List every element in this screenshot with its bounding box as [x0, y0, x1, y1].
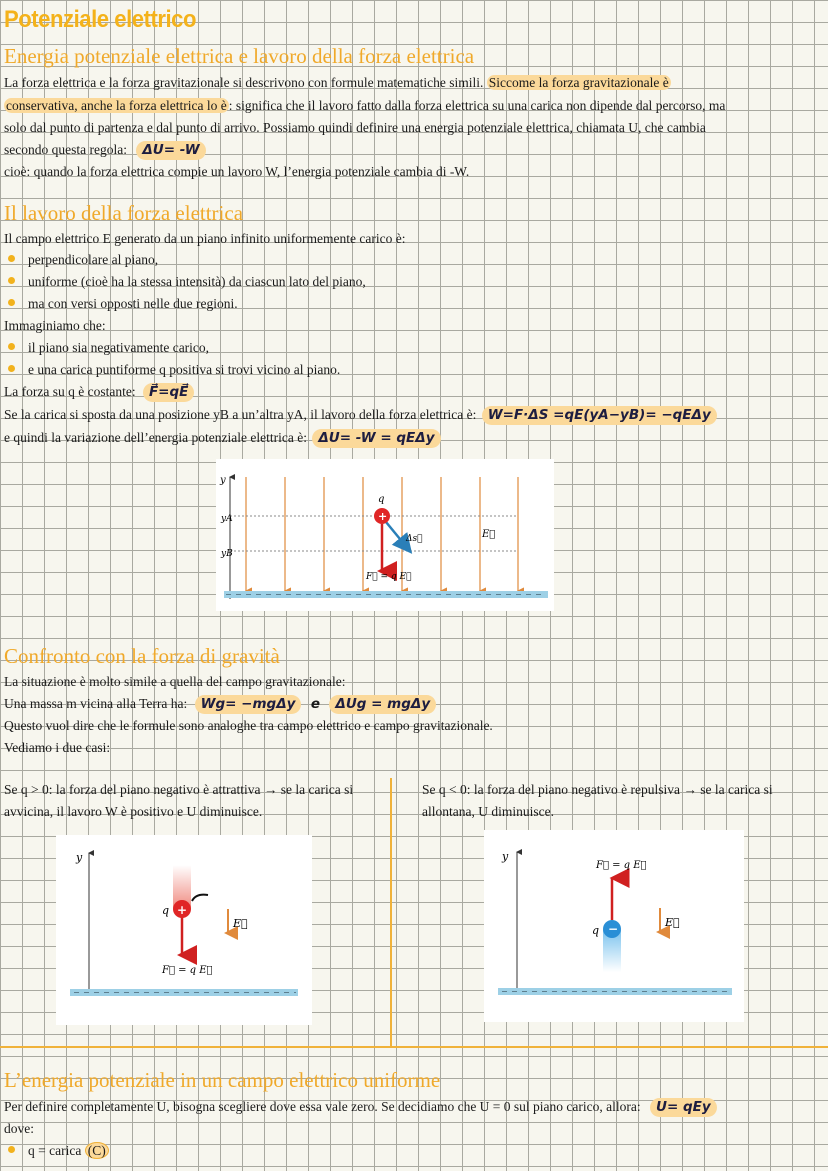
figure-charged-plane	[216, 459, 554, 611]
paragraph-line: cioè: quando la forza elettrica compie un lavoro W, l’energia potenziale cambia di -W.	[4, 164, 470, 179]
section-divider	[0, 1046, 828, 1048]
figure-svg	[216, 459, 554, 611]
paragraph-line: La situazione è molto simile a quella del campo gravitazionale:	[4, 674, 346, 689]
list-item: il piano sia negativamente carico,	[28, 340, 210, 355]
charge-label: q	[378, 494, 385, 505]
list-item: perpendicolare al piano,	[28, 252, 159, 267]
figure-svg	[484, 830, 744, 1022]
plus-icon: +	[378, 510, 388, 523]
pen-mark	[192, 895, 208, 901]
bullet-icon	[8, 299, 15, 306]
list-item: uniforme (cioè ha la stessa intensità) da ciascun lato del piano,	[28, 274, 366, 289]
paragraph-line: Vediamo i due casi:	[4, 740, 111, 755]
paragraph-line	[4, 95, 725, 116]
formula-gravity-work: Wg= −mgΔy	[195, 695, 302, 714]
text: q = carica	[28, 1143, 85, 1158]
paragraph-line	[4, 72, 671, 93]
unit-badge: (C)	[85, 1142, 109, 1159]
text: e quindi la variazione dell’energia potenziale elettrica è:	[4, 430, 307, 445]
text: Per definire completamente U, bisogna scegliere dove essa vale zero. Se decidiamo che U = 0 sul piano carico, allora:	[4, 1099, 641, 1114]
formula-u: U= qEy	[650, 1098, 717, 1117]
list-item: e una carica puntiforme q positiva si trovi vicino al piano.	[28, 362, 341, 377]
displacement-label: Δs⃗	[406, 534, 423, 544]
formula-gravity-energy: ΔUg = mgΔy	[329, 695, 436, 714]
paragraph-line: Il campo elettrico E generato da un piano infinito uniformemente carico è:	[4, 231, 406, 246]
force-label: F⃗ = q E⃗	[162, 965, 213, 976]
yb-label: yB	[221, 549, 233, 559]
case-positive-text: Se q > 0: la forza del piano negativo è attrattiva → se la carica si avvicina, il lavoro W è positivo e U diminuisce.	[4, 782, 354, 819]
text: La forza elettrica e la forza gravitazionale si descrivono con formule matematiche simili.	[4, 75, 487, 90]
formula-energy: ΔU= -W = qEΔy	[312, 429, 440, 448]
force-label: F⃗ = q E⃗	[366, 572, 412, 582]
figure-positive-charge	[56, 835, 312, 1025]
paragraph-line: dove:	[4, 1121, 34, 1136]
paragraph-line: solo dal punto di partenza e dal punto di arrivo. Possiamo quindi definire una energia potenziale elettrica, chiamata U, che cambia	[4, 120, 706, 135]
highlight: Siccome la forza gravitazionale è	[488, 75, 669, 90]
text: La forza su q è costante:	[4, 384, 136, 399]
plus-icon: +	[177, 903, 188, 917]
section-heading-uniform-field: L’energia potenziale in un campo elettrico uniforme	[4, 1068, 441, 1092]
field-label: E⃗	[233, 917, 248, 930]
paragraph-line	[4, 693, 436, 715]
paragraph-line: Immaginiamo che:	[4, 318, 106, 333]
section-heading-work: Il lavoro della forza elettrica	[4, 201, 244, 225]
field-label: E⃗	[665, 916, 680, 929]
y-axis-label: y	[502, 850, 509, 863]
section-heading-gravity: Confronto con la forza di gravità	[4, 644, 280, 668]
y-axis-label: y	[220, 475, 226, 486]
column-divider	[390, 778, 392, 1046]
bullet-icon	[8, 1146, 15, 1153]
formula-delta-u: ΔU= -W	[136, 141, 205, 160]
paragraph-line: Questo vuol dire che le formule sono analoghe tra campo elettrico e campo gravitazionale.	[4, 718, 493, 733]
list-item	[28, 1140, 109, 1161]
force-label: F⃗ = q E⃗	[596, 860, 647, 871]
paragraph-line	[4, 139, 206, 160]
ya-label: yA	[221, 514, 233, 524]
text: Una massa m vicina alla Terra ha:	[4, 696, 188, 711]
text: e	[310, 696, 320, 712]
charge-label: q	[592, 924, 600, 937]
formula-force: F⃗=qE⃗	[143, 383, 194, 402]
field-label: E⃗	[482, 529, 496, 540]
bullet-icon	[8, 343, 15, 350]
page-title: Potenziale elettrico	[4, 6, 197, 33]
text: : significa che il lavoro fatto dalla forza elettrica su una carica non dipende dal percorso, ma	[228, 98, 726, 113]
highlight: conservativa, anche la forza elettrica lo è	[6, 98, 227, 113]
y-axis-label: y	[76, 851, 83, 864]
figure-svg	[56, 835, 312, 1025]
case-negative-text: Se q < 0: la forza del piano negativo è repulsiva → se la carica si allontana, U diminuisce.	[422, 782, 773, 819]
paragraph-line	[4, 381, 194, 402]
list-item: ma con versi opposti nelle due regioni.	[28, 296, 238, 311]
paragraph-line	[4, 1096, 717, 1117]
paragraph-line	[4, 404, 717, 425]
section-heading-energy: Energia potenziale elettrica e lavoro della forza elettrica	[4, 44, 475, 68]
formula-work: W=F·ΔS =qE(yA−yB)= −qEΔy	[482, 406, 717, 425]
paragraph-line	[4, 427, 441, 448]
text: secondo questa regola:	[4, 142, 127, 157]
bullet-icon	[8, 277, 15, 284]
figure-negative-charge	[484, 830, 744, 1022]
bullet-icon	[8, 255, 15, 262]
bullet-icon	[8, 365, 15, 372]
charge-label: q	[162, 904, 170, 917]
minus-icon: −	[608, 922, 619, 936]
text: Se la carica si sposta da una posizione yB a un’altra yA, il lavoro della forza elettrica è:	[4, 407, 477, 422]
